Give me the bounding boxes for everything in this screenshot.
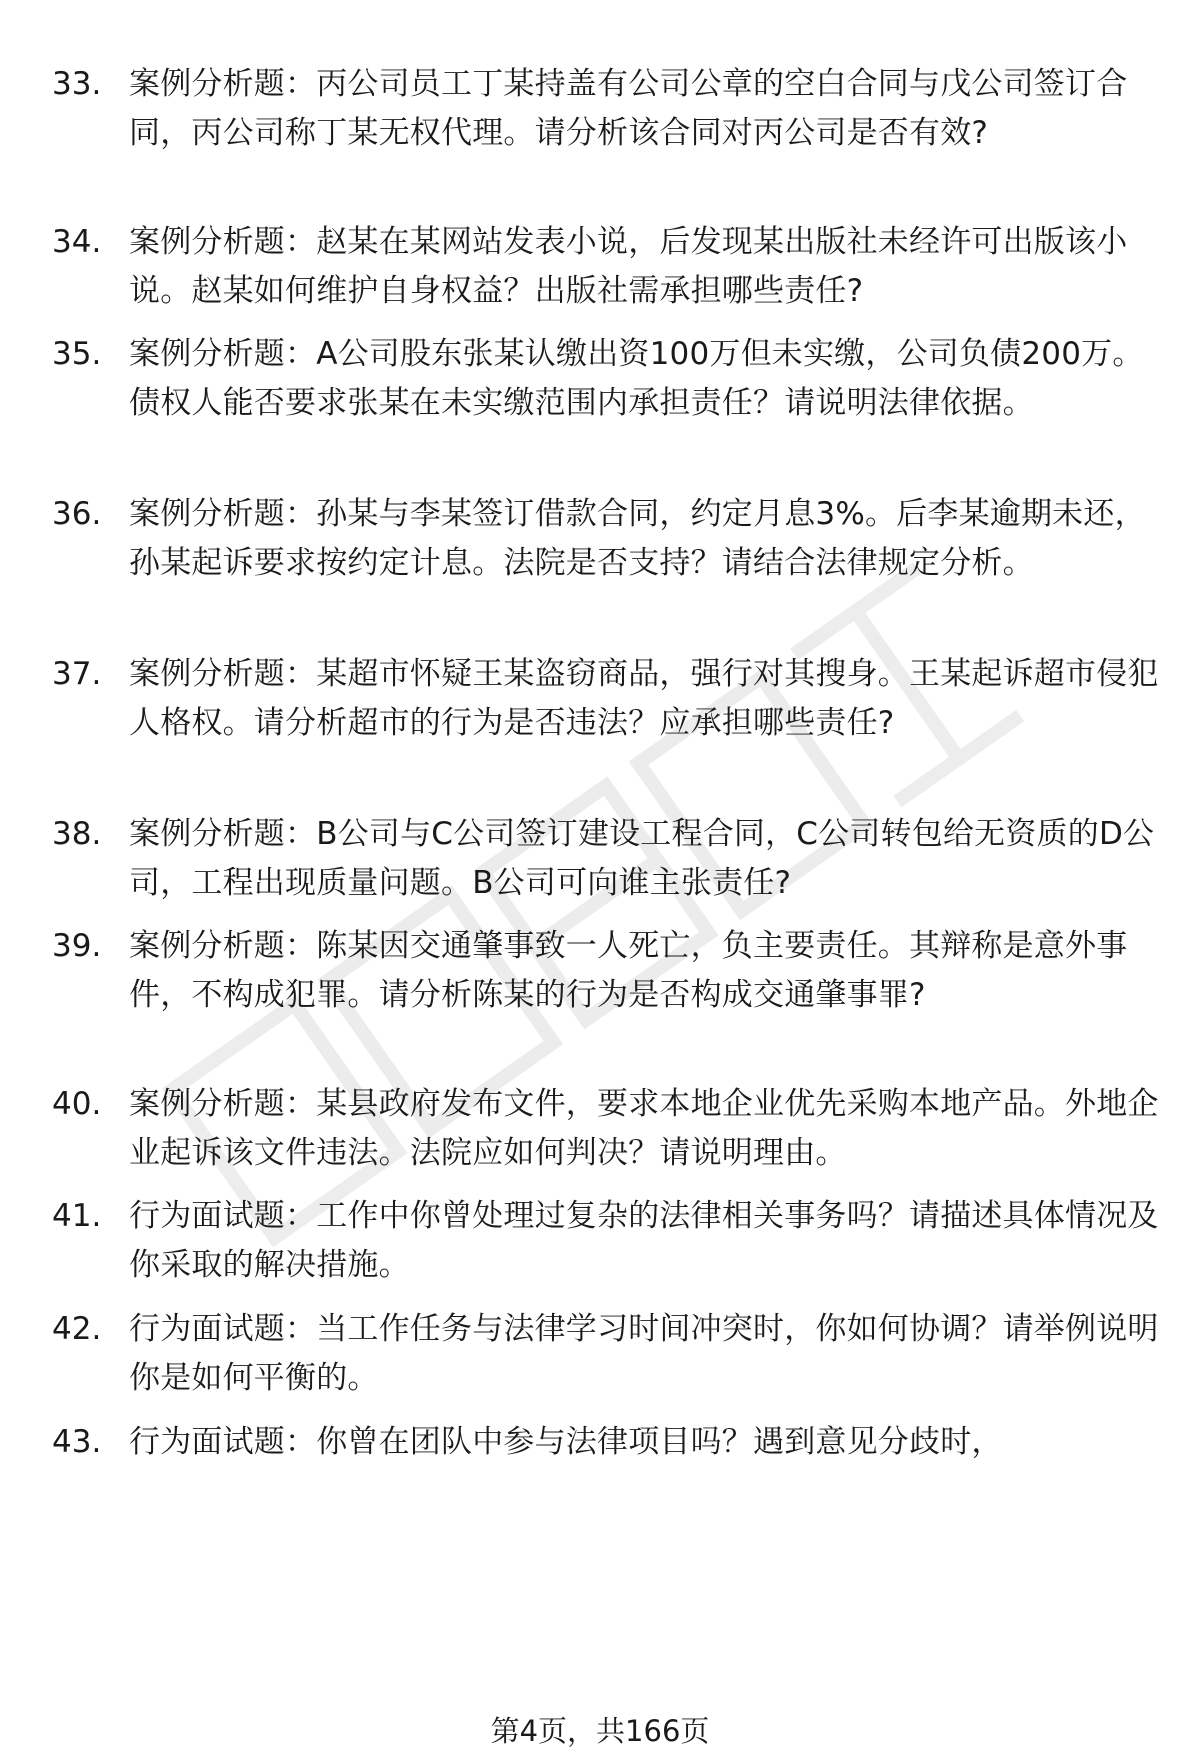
- question-number: 41.: [52, 1198, 102, 1234]
- question-text: 行为面试题：当工作任务与法律学习时间冲突时，你如何协调？请举例说明你是如何平衡的。: [129, 1311, 1159, 1396]
- question-item: [52, 218, 1162, 316]
- question-text: 案例分析题：B公司与C公司签订建设工程合同，C公司转包给无资质的D公司，工程出现质量问题。B公司可向谁主张责任?: [129, 816, 1155, 901]
- question-number: 38.: [52, 816, 102, 852]
- question-text: 案例分析题：赵某在某网站发表小说，后发现某出版社未经许可出版该小说。赵某如何维护自身权益？出版社需承担哪些责任?: [129, 224, 1128, 309]
- question-text: 案例分析题：孙某与李某签订借款合同，约定月息3%。后李某逾期未还，孙某起诉要求按约定计息。法院是否支持？请结合法律规定分析。: [129, 496, 1146, 581]
- question-item: [52, 1418, 1162, 1467]
- question-text: 案例分析题：陈某因交通肇事致一人死亡，负主要责任。其辩称是意外事件，不构成犯罪。请分析陈某的行为是否构成交通肇事罪?: [129, 928, 1128, 1013]
- question-number: 36.: [52, 496, 102, 532]
- question-number: 42.: [52, 1311, 102, 1347]
- question-number: 37.: [52, 656, 102, 692]
- page-footer: 第4页，共166页: [490, 1714, 710, 1748]
- question-text: 行为面试题：工作中你曾处理过复杂的法律相关事务吗？请描述具体情况及你采取的解决措施。: [129, 1198, 1159, 1283]
- question-item: [52, 1192, 1162, 1290]
- question-text: 案例分析题：某县政府发布文件，要求本地企业优先采购本地产品。外地企业起诉该文件违法。法院应如何判决？请说明理由。: [129, 1086, 1159, 1171]
- question-item: [52, 1305, 1162, 1403]
- question-item: [52, 330, 1162, 428]
- question-number: 39.: [52, 928, 102, 964]
- question-item: [52, 922, 1162, 1020]
- question-number: 35.: [52, 336, 102, 372]
- question-text: 行为面试题：你曾在团队中参与法律项目吗？遇到意见分歧时，: [129, 1424, 1003, 1460]
- question-item: [52, 810, 1162, 908]
- question-item: [52, 650, 1162, 748]
- question-item: [52, 1080, 1162, 1178]
- question-number: 34.: [52, 224, 102, 260]
- question-number: 33.: [52, 66, 102, 102]
- question-number: 40.: [52, 1086, 102, 1122]
- question-text: 案例分析题：丙公司员工丁某持盖有公司公章的空白合同与戊公司签订合同，丙公司称丁某无权代理。请分析该合同对丙公司是否有效?: [129, 66, 1128, 151]
- question-text: 案例分析题：A公司股东张某认缴出资100万但未实缴，公司负债200万。债权人能否要求张某在未实缴范围内承担责任？请说明法律依据。: [129, 336, 1144, 421]
- question-item: [52, 490, 1162, 588]
- question-number: 43.: [52, 1424, 102, 1460]
- question-item: [52, 60, 1162, 158]
- question-text: 案例分析题：某超市怀疑王某盗窃商品，强行对其搜身。王某起诉超市侵犯人格权。请分析超市的行为是否违法？应承担哪些责任?: [129, 656, 1159, 741]
